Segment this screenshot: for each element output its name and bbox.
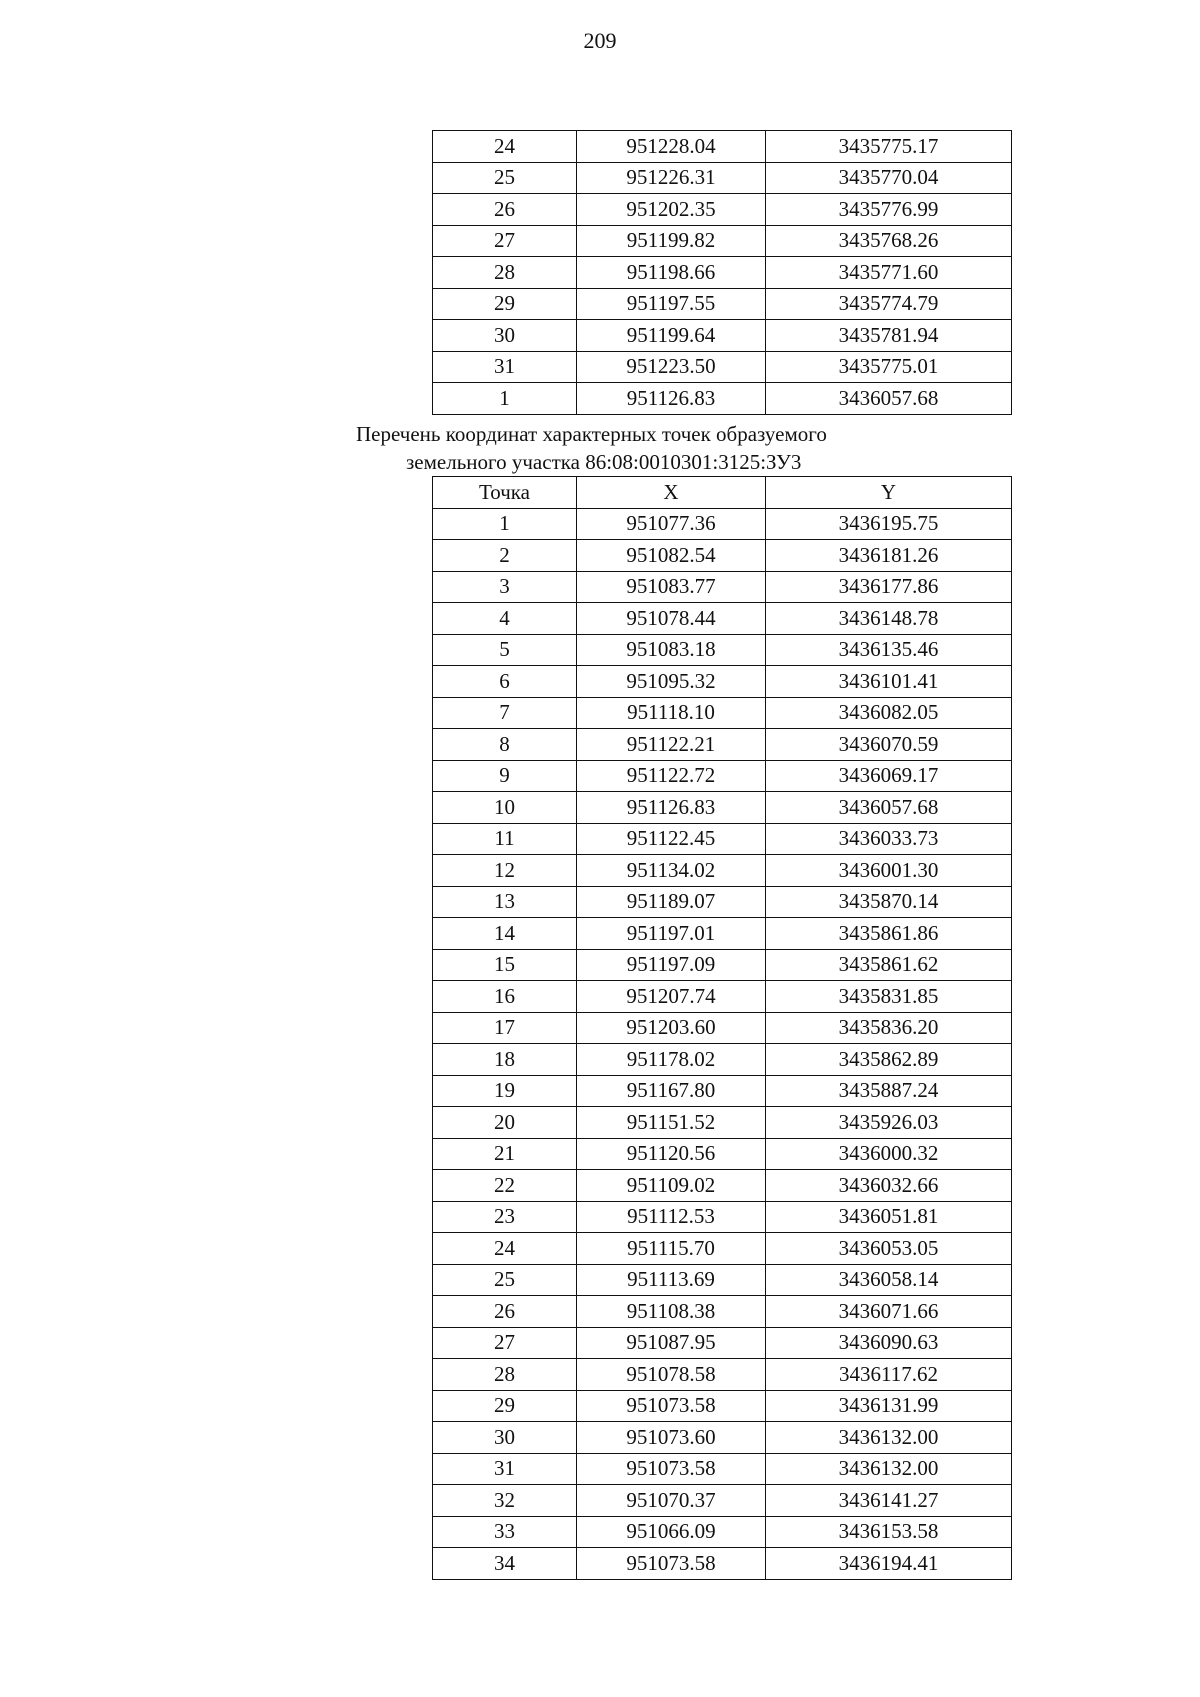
table-row bbox=[433, 981, 1012, 1013]
point-cell: 7 bbox=[433, 697, 577, 729]
table-row bbox=[433, 1075, 1012, 1107]
y-cell: 3435836.20 bbox=[766, 1012, 1012, 1044]
x-cell: 951078.58 bbox=[577, 1359, 766, 1391]
y-cell: 3435887.24 bbox=[766, 1075, 1012, 1107]
y-cell: 3435861.86 bbox=[766, 918, 1012, 950]
table-row bbox=[433, 760, 1012, 792]
y-cell: 3435831.85 bbox=[766, 981, 1012, 1013]
table-row bbox=[433, 351, 1012, 383]
point-cell: 29 bbox=[433, 288, 577, 320]
x-cell: 951073.60 bbox=[577, 1422, 766, 1454]
x-cell: 951199.64 bbox=[577, 320, 766, 352]
point-cell: 28 bbox=[433, 1359, 577, 1391]
point-cell: 4 bbox=[433, 603, 577, 635]
x-cell: 951126.83 bbox=[577, 383, 766, 415]
x-cell: 951095.32 bbox=[577, 666, 766, 698]
table-row bbox=[433, 540, 1012, 572]
table-body bbox=[433, 131, 1012, 415]
x-cell: 951073.58 bbox=[577, 1548, 766, 1580]
x-cell: 951077.36 bbox=[577, 508, 766, 540]
point-cell: 1 bbox=[433, 508, 577, 540]
x-cell: 951120.56 bbox=[577, 1138, 766, 1170]
point-cell: 5 bbox=[433, 634, 577, 666]
point-cell: 29 bbox=[433, 1390, 577, 1422]
table-row bbox=[433, 194, 1012, 226]
point-cell: 19 bbox=[433, 1075, 577, 1107]
point-cell: 8 bbox=[433, 729, 577, 761]
table-row bbox=[433, 1107, 1012, 1139]
y-cell: 3436090.63 bbox=[766, 1327, 1012, 1359]
table-row bbox=[433, 1390, 1012, 1422]
table-caption-line-2: земельного участка 86:08:0010301:3125:ЗУ3 bbox=[406, 450, 802, 474]
x-cell: 951199.82 bbox=[577, 225, 766, 257]
page-number: 209 bbox=[583, 28, 617, 53]
point-cell: 1 bbox=[433, 383, 577, 415]
point-cell: 25 bbox=[433, 1264, 577, 1296]
point-cell: 16 bbox=[433, 981, 577, 1013]
point-cell: 9 bbox=[433, 760, 577, 792]
y-cell: 3436070.59 bbox=[766, 729, 1012, 761]
y-cell: 3436032.66 bbox=[766, 1170, 1012, 1202]
x-cell: 951066.09 bbox=[577, 1516, 766, 1548]
coordinates-table-continued bbox=[432, 130, 1012, 415]
y-cell: 3436033.73 bbox=[766, 823, 1012, 855]
table-row bbox=[433, 508, 1012, 540]
x-cell: 951189.07 bbox=[577, 886, 766, 918]
x-cell: 951087.95 bbox=[577, 1327, 766, 1359]
table-row bbox=[433, 1201, 1012, 1233]
table-row bbox=[433, 1296, 1012, 1328]
table-row bbox=[433, 666, 1012, 698]
y-cell: 3436132.00 bbox=[766, 1422, 1012, 1454]
x-cell: 951073.58 bbox=[577, 1453, 766, 1485]
header-x: X bbox=[577, 477, 766, 509]
x-cell: 951228.04 bbox=[577, 131, 766, 163]
point-cell: 11 bbox=[433, 823, 577, 855]
x-cell: 951083.18 bbox=[577, 634, 766, 666]
y-cell: 3436071.66 bbox=[766, 1296, 1012, 1328]
y-cell: 3435768.26 bbox=[766, 225, 1012, 257]
y-cell: 3435775.17 bbox=[766, 131, 1012, 163]
x-cell: 951122.72 bbox=[577, 760, 766, 792]
point-cell: 30 bbox=[433, 320, 577, 352]
table-row bbox=[433, 1422, 1012, 1454]
point-cell: 28 bbox=[433, 257, 577, 289]
x-cell: 951118.10 bbox=[577, 697, 766, 729]
y-cell: 3435926.03 bbox=[766, 1107, 1012, 1139]
x-cell: 951083.77 bbox=[577, 571, 766, 603]
table-row bbox=[433, 1327, 1012, 1359]
y-cell: 3436131.99 bbox=[766, 1390, 1012, 1422]
point-cell: 14 bbox=[433, 918, 577, 950]
table-row bbox=[433, 729, 1012, 761]
point-cell: 34 bbox=[433, 1548, 577, 1580]
table-row bbox=[433, 634, 1012, 666]
table-row bbox=[433, 1453, 1012, 1485]
y-cell: 3436148.78 bbox=[766, 603, 1012, 635]
x-cell: 951126.83 bbox=[577, 792, 766, 824]
table-row bbox=[433, 571, 1012, 603]
table-row bbox=[433, 1012, 1012, 1044]
y-cell: 3436135.46 bbox=[766, 634, 1012, 666]
table-body bbox=[433, 508, 1012, 1579]
table-row bbox=[433, 162, 1012, 194]
y-cell: 3436132.00 bbox=[766, 1453, 1012, 1485]
coordinates-table-zu3 bbox=[432, 476, 1012, 1580]
table-row bbox=[433, 383, 1012, 415]
table-row bbox=[433, 1516, 1012, 1548]
header-point: Точка bbox=[433, 477, 577, 509]
y-cell: 3436082.05 bbox=[766, 697, 1012, 729]
y-cell: 3435770.04 bbox=[766, 162, 1012, 194]
table-row bbox=[433, 320, 1012, 352]
table-header bbox=[433, 477, 1012, 509]
x-cell: 951122.21 bbox=[577, 729, 766, 761]
y-cell: 3436000.32 bbox=[766, 1138, 1012, 1170]
y-cell: 3435861.62 bbox=[766, 949, 1012, 981]
y-cell: 3436101.41 bbox=[766, 666, 1012, 698]
table-row bbox=[433, 1264, 1012, 1296]
x-cell: 951178.02 bbox=[577, 1044, 766, 1076]
point-cell: 26 bbox=[433, 194, 577, 226]
table-row bbox=[433, 257, 1012, 289]
point-cell: 21 bbox=[433, 1138, 577, 1170]
header-y: Y bbox=[766, 477, 1012, 509]
table-row bbox=[433, 1044, 1012, 1076]
y-cell: 3436057.68 bbox=[766, 383, 1012, 415]
table-row bbox=[433, 949, 1012, 981]
x-cell: 951112.53 bbox=[577, 1201, 766, 1233]
point-cell: 27 bbox=[433, 1327, 577, 1359]
table-row bbox=[433, 918, 1012, 950]
point-cell: 24 bbox=[433, 131, 577, 163]
point-cell: 24 bbox=[433, 1233, 577, 1265]
point-cell: 30 bbox=[433, 1422, 577, 1454]
y-cell: 3435781.94 bbox=[766, 320, 1012, 352]
y-cell: 3436153.58 bbox=[766, 1516, 1012, 1548]
y-cell: 3436057.68 bbox=[766, 792, 1012, 824]
y-cell: 3435774.79 bbox=[766, 288, 1012, 320]
x-cell: 951198.66 bbox=[577, 257, 766, 289]
y-cell: 3436069.17 bbox=[766, 760, 1012, 792]
table-row bbox=[433, 1548, 1012, 1580]
point-cell: 3 bbox=[433, 571, 577, 603]
y-cell: 3435870.14 bbox=[766, 886, 1012, 918]
x-cell: 951197.01 bbox=[577, 918, 766, 950]
x-cell: 951197.55 bbox=[577, 288, 766, 320]
x-cell: 951167.80 bbox=[577, 1075, 766, 1107]
x-cell: 951223.50 bbox=[577, 351, 766, 383]
y-cell: 3436141.27 bbox=[766, 1485, 1012, 1517]
table-caption-line-1: Перечень координат характерных точек образуемого bbox=[356, 422, 827, 446]
table-row bbox=[433, 1485, 1012, 1517]
table-row bbox=[433, 225, 1012, 257]
y-cell: 3436195.75 bbox=[766, 508, 1012, 540]
y-cell: 3436001.30 bbox=[766, 855, 1012, 887]
point-cell: 27 bbox=[433, 225, 577, 257]
table-row bbox=[433, 697, 1012, 729]
x-cell: 951082.54 bbox=[577, 540, 766, 572]
point-cell: 17 bbox=[433, 1012, 577, 1044]
header-row bbox=[433, 477, 1012, 509]
table-row bbox=[433, 886, 1012, 918]
point-cell: 26 bbox=[433, 1296, 577, 1328]
table-row bbox=[433, 792, 1012, 824]
y-cell: 3435775.01 bbox=[766, 351, 1012, 383]
x-cell: 951207.74 bbox=[577, 981, 766, 1013]
point-cell: 10 bbox=[433, 792, 577, 824]
x-cell: 951113.69 bbox=[577, 1264, 766, 1296]
table-row bbox=[433, 855, 1012, 887]
x-cell: 951108.38 bbox=[577, 1296, 766, 1328]
x-cell: 951151.52 bbox=[577, 1107, 766, 1139]
x-cell: 951197.09 bbox=[577, 949, 766, 981]
point-cell: 33 bbox=[433, 1516, 577, 1548]
x-cell: 951073.58 bbox=[577, 1390, 766, 1422]
x-cell: 951115.70 bbox=[577, 1233, 766, 1265]
point-cell: 31 bbox=[433, 1453, 577, 1485]
y-cell: 3436058.14 bbox=[766, 1264, 1012, 1296]
y-cell: 3435776.99 bbox=[766, 194, 1012, 226]
table-row bbox=[433, 1233, 1012, 1265]
table-row bbox=[433, 823, 1012, 855]
point-cell: 15 bbox=[433, 949, 577, 981]
table-row bbox=[433, 603, 1012, 635]
point-cell: 25 bbox=[433, 162, 577, 194]
point-cell: 23 bbox=[433, 1201, 577, 1233]
table-row bbox=[433, 288, 1012, 320]
y-cell: 3436053.05 bbox=[766, 1233, 1012, 1265]
point-cell: 32 bbox=[433, 1485, 577, 1517]
x-cell: 951203.60 bbox=[577, 1012, 766, 1044]
point-cell: 2 bbox=[433, 540, 577, 572]
table-row bbox=[433, 1170, 1012, 1202]
y-cell: 3436181.26 bbox=[766, 540, 1012, 572]
y-cell: 3436051.81 bbox=[766, 1201, 1012, 1233]
point-cell: 22 bbox=[433, 1170, 577, 1202]
point-cell: 6 bbox=[433, 666, 577, 698]
y-cell: 3436194.41 bbox=[766, 1548, 1012, 1580]
x-cell: 951078.44 bbox=[577, 603, 766, 635]
y-cell: 3436177.86 bbox=[766, 571, 1012, 603]
point-cell: 18 bbox=[433, 1044, 577, 1076]
point-cell: 13 bbox=[433, 886, 577, 918]
x-cell: 951122.45 bbox=[577, 823, 766, 855]
y-cell: 3435771.60 bbox=[766, 257, 1012, 289]
table-row bbox=[433, 1359, 1012, 1391]
x-cell: 951134.02 bbox=[577, 855, 766, 887]
table-row bbox=[433, 131, 1012, 163]
x-cell: 951226.31 bbox=[577, 162, 766, 194]
x-cell: 951202.35 bbox=[577, 194, 766, 226]
x-cell: 951070.37 bbox=[577, 1485, 766, 1517]
point-cell: 31 bbox=[433, 351, 577, 383]
y-cell: 3436117.62 bbox=[766, 1359, 1012, 1391]
table-row bbox=[433, 1138, 1012, 1170]
point-cell: 12 bbox=[433, 855, 577, 887]
point-cell: 20 bbox=[433, 1107, 577, 1139]
x-cell: 951109.02 bbox=[577, 1170, 766, 1202]
y-cell: 3435862.89 bbox=[766, 1044, 1012, 1076]
